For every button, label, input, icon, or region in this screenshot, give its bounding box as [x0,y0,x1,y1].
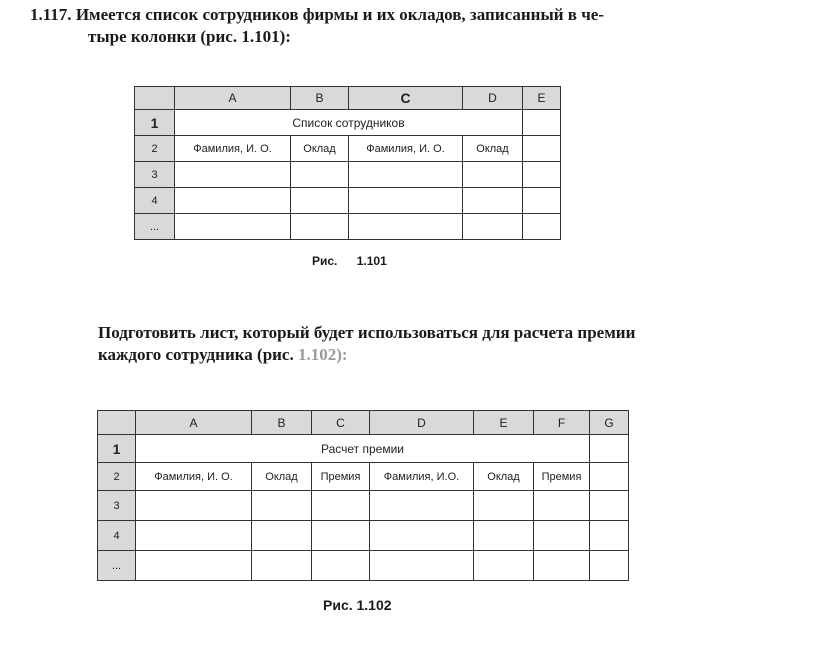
row-header-3: 3 [98,491,136,521]
table-row [135,162,561,188]
corner-cell [98,411,136,435]
cell [175,162,291,188]
table-row [98,463,629,491]
cell [534,491,590,521]
column-header-row [135,87,561,110]
column-header-g: G [590,411,629,435]
row-header-ellipsis: ... [135,214,175,240]
cell [312,551,370,581]
cell [370,521,474,551]
figure-1-caption [312,254,387,268]
task-number: 1.117. [30,5,72,24]
cell [252,551,312,581]
header-cell: Фамилия, И.О. [370,463,474,491]
row-header-2: 2 [98,463,136,491]
cell [175,214,291,240]
task-text-line-1: Имеется список сотрудников фирмы и их окладов, записанный в че- [75,5,605,24]
figure-1-spreadsheet [134,86,561,240]
cell [252,491,312,521]
cell [463,188,523,214]
cell [523,188,561,214]
cell [590,463,629,491]
column-header-a: A [175,87,291,110]
cell [136,551,252,581]
header-cell: Премия [534,463,590,491]
header-cell: Оклад [474,463,534,491]
cell [534,521,590,551]
column-header-c: C [349,87,463,110]
row-header-4: 4 [98,521,136,551]
column-header-a: A [136,411,252,435]
column-header-e: E [474,411,534,435]
table-row [135,110,561,136]
cell [136,521,252,551]
header-cell: Фамилия, И. О. [349,136,463,162]
prepare-text [98,322,798,366]
cell [534,551,590,581]
row-header-ellipsis: ... [98,551,136,581]
figure-2-spreadsheet [97,410,629,581]
row-header-1: 1 [98,435,136,463]
cell [523,162,561,188]
figure-2-caption: Рис. 1.102 [323,597,392,613]
task-text [30,4,790,48]
cell [474,491,534,521]
cell [523,214,561,240]
cell [175,188,291,214]
cell [312,491,370,521]
column-header-row [98,411,629,435]
cell [291,162,349,188]
figure-reference: 1.102): [297,345,348,364]
column-header-f: F [534,411,590,435]
cell [349,214,463,240]
cell [590,551,629,581]
cell [463,214,523,240]
table-row [98,521,629,551]
column-header-b: B [252,411,312,435]
prepare-text-line-2-main: каждого сотрудника (рис. [98,345,294,364]
cell [474,551,534,581]
cell [590,491,629,521]
header-cell: Оклад [291,136,349,162]
header-cell: Фамилия, И. О. [175,136,291,162]
table-row [135,136,561,162]
sheet-title: Список сотрудников [175,110,523,136]
header-cell: Фамилия, И. О. [136,463,252,491]
table-row [135,188,561,214]
column-header-d: D [463,87,523,110]
header-cell: Премия [312,463,370,491]
cell [349,188,463,214]
column-header-b: B [291,87,349,110]
table-row [98,491,629,521]
task-line-1 [30,4,790,26]
cell [523,136,561,162]
figure-1-caption-label: Рис. [312,254,338,268]
row-header-4: 4 [135,188,175,214]
table-row [135,214,561,240]
figure-1-caption-number: 1.101 [356,254,387,268]
cell [590,521,629,551]
column-header-c: C [312,411,370,435]
prepare-text-line-1: Подготовить лист, который будет использоваться для расчета премии [98,323,636,342]
row-header-3: 3 [135,162,175,188]
header-cell: Оклад [463,136,523,162]
cell [463,162,523,188]
cell [136,491,252,521]
cell [523,110,561,136]
prepare-text-line-2 [98,344,798,366]
cell [349,162,463,188]
cell [590,435,629,463]
corner-cell [135,87,175,110]
table-row [98,435,629,463]
column-header-d: D [370,411,474,435]
cell [370,551,474,581]
sheet-title: Расчет премии [136,435,590,463]
column-header-e: E [523,87,561,110]
cell [312,521,370,551]
cell [474,521,534,551]
header-cell: Оклад [252,463,312,491]
table-row [98,551,629,581]
cell [252,521,312,551]
row-header-1: 1 [135,110,175,136]
row-header-2: 2 [135,136,175,162]
task-text-line-2: тыре колонки (рис. 1.101): [88,27,291,46]
cell [370,491,474,521]
cell [291,214,349,240]
cell [291,188,349,214]
